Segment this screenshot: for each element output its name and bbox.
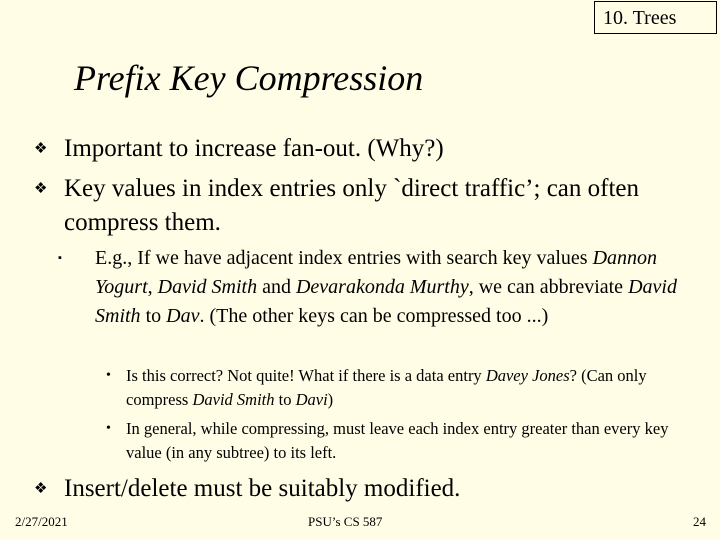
text-run: , we can abbreviate xyxy=(468,276,629,298)
footer-course: PSU’s CS 587 xyxy=(308,514,383,529)
diamond-bullet-icon: ❖ xyxy=(34,141,48,157)
key-value: David Smith xyxy=(192,390,275,409)
dot-bullet-icon: • xyxy=(106,368,111,383)
page-number: 24 xyxy=(693,514,706,529)
bullet-item xyxy=(34,132,674,166)
bullet-item xyxy=(34,472,674,506)
key-value: Davey Jones xyxy=(485,366,570,385)
text-run: , xyxy=(147,276,158,298)
text-run: . (The other keys can be compressed too ...) xyxy=(199,305,549,327)
text-run: ) xyxy=(327,390,334,409)
text-run: to xyxy=(274,390,296,409)
bullet-text: Important to increase fan-out. (Why?) xyxy=(64,135,444,162)
slide-title: Prefix Key Compression xyxy=(74,58,424,98)
bullet-text: Key values in index entries only `direct traffic’; can often compress them. xyxy=(64,175,640,236)
text-run: E.g., If we have adjacent index entries with search key values xyxy=(95,247,593,269)
diamond-bullet-icon: ❖ xyxy=(34,181,48,197)
diamond-bullet-icon: ❖ xyxy=(34,481,48,497)
bullet-item xyxy=(34,172,674,240)
key-value: Dannon Yogurt xyxy=(95,247,658,298)
sub-sub-bullet-text: In general, while compressing, must leave each index entry greater than every key value (in any subtree) to its left. xyxy=(126,419,669,462)
key-value: Devarakonda Murthy xyxy=(295,276,469,298)
key-value: Dav xyxy=(166,305,200,327)
key-value: Davi xyxy=(295,390,328,409)
bullet-text: Insert/delete must be suitably modified. xyxy=(64,475,461,502)
sub-sub-bullet-item xyxy=(106,364,676,412)
section-label: 10. Trees xyxy=(594,1,717,34)
dot-bullet-icon: • xyxy=(106,421,111,436)
key-value: David Smith xyxy=(95,276,677,327)
text-run: to xyxy=(140,305,167,327)
sub-bullet-text xyxy=(58,244,678,331)
sub-sub-bullet-item xyxy=(106,417,676,465)
text-run: ? (Can only compress xyxy=(126,366,647,409)
sub-bullet-item xyxy=(58,244,678,331)
footer-date: 2/27/2021 xyxy=(15,514,68,529)
key-value: David Smith xyxy=(157,276,258,298)
sub-sub-bullet-text xyxy=(106,364,676,412)
text-run: and xyxy=(257,276,296,298)
square-bullet-icon: ▪ xyxy=(58,252,62,264)
text-run: Is this correct? Not quite! What if there is a data entry xyxy=(126,366,486,385)
